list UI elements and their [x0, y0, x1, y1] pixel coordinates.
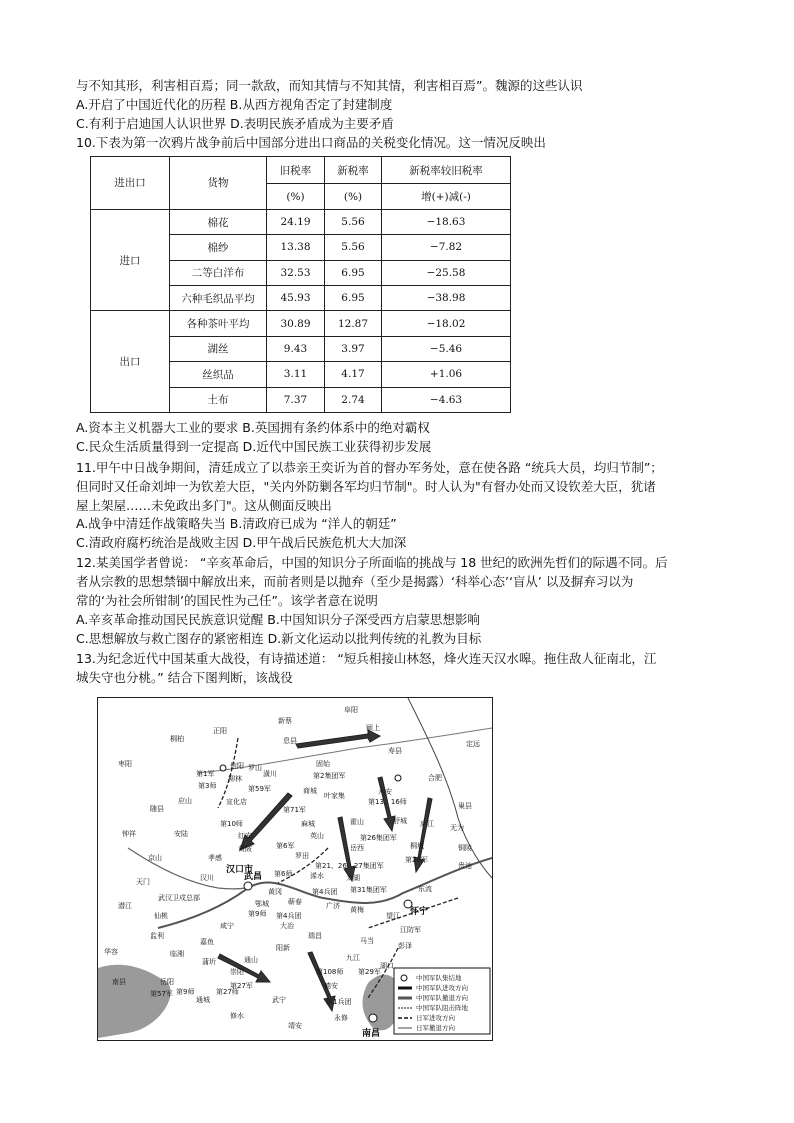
header-pct-old: (%): [267, 184, 325, 209]
arrow-1: [296, 730, 380, 748]
place-label: 汉川: [200, 874, 214, 882]
place-label: 第9师: [176, 988, 195, 996]
new-rate-cell: 2.74: [325, 387, 382, 412]
goods-cell: 棉花: [170, 209, 267, 234]
q11-stem-2: 但同时又任命刘坤一为钦差大臣，"关内外防剿各军均归节制"。时人认为"有督办处而又设钦差大臣，犹诸: [76, 479, 656, 494]
place-label: 随县: [150, 805, 164, 813]
q12-stem-2: 者从宗教的思想禁锢中解放出来，而前者则是以抛弃（至少是揭露）‘科举心态’‘盲从’ 以及摒弃习以为: [76, 574, 634, 589]
place-label: 仙桃: [154, 912, 168, 920]
place-label: 无为: [450, 824, 464, 832]
q10-stem: 10.下表为第一次鸦片战争前后中国部分进出口商品的关税变化情况。这一情况反映出: [76, 135, 546, 150]
place-label: 正阳: [213, 727, 227, 735]
place-label: 江防军: [400, 926, 421, 934]
goods-cell: 各种茶叶平均: [170, 311, 267, 336]
place-label: 第20军: [405, 856, 428, 864]
place-label: 第6师: [274, 870, 293, 878]
place-label: 孝感: [208, 854, 222, 862]
q10-options-cd: C.民众生活质量得到一定提高 D.近代中国民族工业获得初步发展: [76, 439, 432, 454]
place-label: 鄂城: [255, 900, 269, 908]
q11-options-ab: A.战争中清廷作战策略失当 B.清政府已成为 “洋人的朝廷”: [76, 516, 397, 531]
header-io: 进出口: [91, 157, 170, 210]
place-label: 阳新: [276, 944, 290, 952]
q11-stem-1: 11.甲午中日战争期间，清廷成立了以恭亲王奕䜣为首的督办军务处，意在使各路 “统兵大员，均归节制”；: [76, 460, 663, 475]
old-rate-cell: 7.37: [267, 387, 325, 412]
place-label: 颍上: [366, 724, 380, 732]
place-label: 德安: [324, 982, 338, 990]
place-label: 第2集团军: [313, 772, 346, 780]
place-label: 第59军: [248, 785, 271, 793]
q13-stem-2: 城失守也分桃。” 结合下图判断，该战役: [76, 670, 293, 685]
diff-cell: −4.63: [382, 387, 511, 412]
table-row: [91, 209, 511, 234]
place-label: 宣化店: [226, 798, 247, 806]
legend-label: 中国军队阻击阵地: [416, 1004, 468, 1012]
place-label: 黄陂: [238, 845, 252, 853]
diff-cell: −38.98: [382, 285, 511, 310]
place-label: 罗山: [248, 764, 262, 772]
place-label: 寿县: [388, 747, 402, 755]
tariff-table: [90, 156, 511, 413]
place-label: 第3师: [198, 782, 217, 790]
city-marker: [244, 882, 252, 890]
place-label: 黄冈: [268, 888, 282, 896]
place-label: 第71军: [283, 806, 306, 814]
place-label: 第9师: [248, 910, 267, 918]
lake-dongting: [98, 965, 171, 1038]
place-label: 南县: [112, 978, 126, 986]
place-label: 第10师: [220, 820, 243, 828]
new-rate-cell: 12.87: [325, 311, 382, 336]
header-pct-new: (%): [325, 184, 382, 209]
city-marker: [369, 1014, 377, 1022]
place-label: 监利: [150, 932, 164, 940]
legend-label: 日军撤退方向: [416, 1024, 455, 1032]
legend-label: 中国军队撤退方向: [416, 994, 468, 1002]
place-label: 怀宁: [410, 907, 429, 917]
place-label: 枣阳: [118, 760, 132, 768]
place-label: 望江: [386, 912, 400, 920]
place-label: 崇阳: [230, 968, 244, 976]
place-label: 庐江: [420, 820, 434, 828]
place-label: 第31集团军: [350, 886, 387, 894]
diff-cell: −5.46: [382, 336, 511, 361]
old-rate-cell: 30.89: [267, 311, 325, 336]
place-label: 蕲春: [288, 898, 302, 906]
place-label: 新蔡: [278, 717, 292, 725]
place-label: 潢川: [263, 770, 277, 778]
place-label: 信阳: [230, 762, 244, 770]
city-marker: [220, 765, 226, 771]
header-diff: 新税率较旧税率: [382, 157, 511, 184]
goods-cell: 湖丝: [170, 336, 267, 361]
place-label: 武汉卫戍总部: [158, 894, 200, 902]
legend-label: 日军进攻方向: [416, 1014, 455, 1022]
q11-options-cd: C.清政府腐朽统治是战败主因 D.甲午战后民族危机大大加深: [76, 535, 407, 550]
q12-options-ab: A.辛亥革命推动国民民族意识觉醒 B.中国知识分子深受西方启蒙思想影响: [76, 612, 480, 627]
q9-options-ab: A.开启了中国近代化的历程 B.从西方视角否定了封建制度: [76, 97, 393, 112]
place-label: 通城: [196, 996, 210, 1004]
place-label: 红安: [238, 832, 252, 840]
header-new: 新税率: [325, 157, 382, 184]
new-rate-cell: 6.95: [325, 285, 382, 310]
diff-cell: −7.82: [382, 235, 511, 260]
place-label: 大冶: [280, 922, 294, 930]
place-label: 黄梅: [350, 906, 364, 914]
q13-stem-1: 13.为纪念近代中国某重大战役，有诗描述道： “短兵相接山林怒，烽火连天汉水嗥。拖住敌人征南北，江: [76, 651, 657, 666]
battle-map: [97, 697, 493, 1041]
map-legend: [394, 968, 490, 1034]
place-label: 第4兵团: [276, 912, 302, 920]
goods-cell: 六种毛织品平均: [170, 285, 267, 310]
place-label: 湖口: [380, 962, 394, 970]
place-label: 广济: [326, 902, 340, 910]
old-rate-cell: 9.43: [267, 336, 325, 361]
place-label: 英山: [310, 832, 324, 840]
diff-cell: −25.58: [382, 260, 511, 285]
old-rate-cell: 24.19: [267, 209, 325, 234]
place-label: 修水: [230, 1012, 244, 1020]
place-label: 麻城: [301, 820, 315, 828]
new-rate-cell: 6.95: [325, 260, 382, 285]
place-label: 第27师: [216, 988, 239, 996]
q9-options-cd: C.有利于启迪国人认识世界 D.表明民族矛盾成为主要矛盾: [76, 116, 394, 131]
place-label: 钟祥: [122, 830, 136, 838]
place-label: 靖安: [288, 1022, 302, 1030]
place-label: 第4兵团: [312, 888, 338, 896]
place-label: 岳阳: [160, 978, 174, 986]
place-label: 武宁: [272, 996, 286, 1004]
header-goods: 货物: [170, 157, 267, 210]
place-label: 蒲圻: [202, 958, 216, 966]
place-label: 天门: [136, 878, 150, 886]
place-label: 第13、16师: [368, 798, 407, 806]
place-label: 息县: [283, 737, 297, 745]
place-label: 第108师: [316, 968, 344, 976]
q11-stem-3: 屋上架屋……未免政出多门"。这从侧面反映出: [76, 498, 332, 513]
place-label: 临湘: [170, 950, 184, 958]
place-label: 武昌: [244, 872, 263, 882]
place-label: 舒城: [393, 817, 407, 825]
diff-cell: −18.02: [382, 311, 511, 336]
place-label: 阜阳: [344, 706, 358, 714]
old-rate-cell: 32.53: [267, 260, 325, 285]
legend-label: 中国军队集结地: [416, 974, 462, 982]
place-label: 岳西: [350, 844, 364, 852]
old-rate-cell: 3.11: [267, 362, 325, 387]
place-label: 第57军: [150, 990, 173, 998]
q12-options-cd: C.思想解放与救亡图存的紧密相连 D.新文化运动以批判传统的礼教为目标: [76, 631, 482, 646]
place-label: 第1兵团: [326, 998, 352, 1006]
place-label: 永修: [334, 1014, 348, 1022]
place-label: 通山: [244, 956, 258, 964]
q12-stem-3: 常的‘为社会所钳制’的国民性为己任”。该学者意在说明: [76, 593, 378, 608]
place-label: 彭泽: [398, 942, 412, 950]
goods-cell: 棉纱: [170, 235, 267, 260]
place-label: 瑞昌: [308, 932, 322, 940]
place-label: 华容: [104, 948, 118, 956]
place-label: 铜陵: [458, 844, 472, 852]
goods-cell: 二等白洋布: [170, 260, 267, 285]
place-label: 第29军: [358, 968, 381, 976]
place-label: 安陆: [174, 830, 188, 838]
place-label: 嘉鱼: [200, 938, 214, 946]
place-label: 桐柏: [170, 735, 184, 743]
place-label: 京山: [148, 854, 162, 862]
place-label: 贵池: [458, 862, 472, 870]
goods-cell: 土布: [170, 387, 267, 412]
place-label: 定远: [466, 740, 480, 748]
diff-cell: +1.06: [382, 362, 511, 387]
import-label: 进口: [91, 209, 170, 311]
place-label: 桐城: [410, 842, 424, 850]
place-label: 叶家集: [324, 792, 345, 800]
place-label: 固始: [316, 760, 330, 768]
q12-stem-1: 12.某美国学者曾说： “辛亥革命后，中国的知识分子所面临的挑战与 18 世纪的欧洲先哲们的际遇不同。后: [76, 555, 668, 570]
place-label: 罗田: [295, 852, 309, 860]
intro-line: 与不知其形，利害相百焉；同一款敌，而知其情与不知其情，利害相百焉”。魏源的这些认识: [76, 78, 583, 93]
place-label: 第26集团军: [360, 834, 397, 842]
place-label: 霍山: [350, 818, 364, 826]
legend-marker: [401, 975, 407, 981]
place-label: 第1军: [196, 770, 215, 778]
header-old: 旧税率: [267, 157, 325, 184]
new-rate-cell: 4.17: [325, 362, 382, 387]
place-label: 九江: [346, 954, 360, 962]
place-label: 东流: [418, 885, 432, 893]
place-label: 潜江: [118, 902, 132, 910]
place-label: 应山: [178, 797, 192, 805]
legend-label: 中国军队进攻方向: [416, 984, 468, 992]
place-label: 第21、26、27集团军: [315, 862, 384, 870]
diff-cell: −18.63: [382, 209, 511, 234]
place-label: 柳林: [228, 775, 242, 783]
place-label: 六安: [378, 788, 392, 796]
place-label: 南昌: [362, 1029, 381, 1039]
table-row: [91, 311, 511, 336]
new-rate-cell: 3.97: [325, 336, 382, 361]
q10-options-ab: A.资本主义机器大工业的要求 B.英国拥有条约体系中的绝对霸权: [76, 420, 430, 435]
place-label: 浠水: [310, 872, 324, 880]
place-label: 巢县: [458, 802, 472, 810]
place-label: 汉口市: [226, 865, 254, 875]
place-label: 太湖: [346, 874, 360, 882]
new-rate-cell: 5.56: [325, 235, 382, 260]
place-label: 商城: [303, 787, 317, 795]
old-rate-cell: 13.38: [267, 235, 325, 260]
goods-cell: 丝织品: [170, 362, 267, 387]
battle-map-svg: [98, 698, 492, 1040]
export-label: 出口: [91, 311, 170, 413]
city-marker: [395, 775, 401, 781]
place-label: 第6军: [276, 842, 295, 850]
new-rate-cell: 5.56: [325, 209, 382, 234]
place-label: 第27军: [230, 982, 253, 990]
old-rate-cell: 45.93: [267, 285, 325, 310]
header-diff-sub: 增(+)减(-): [382, 184, 511, 209]
place-label: 合肥: [428, 774, 442, 782]
place-label: 马当: [360, 937, 374, 945]
place-label: 咸宁: [220, 922, 234, 930]
